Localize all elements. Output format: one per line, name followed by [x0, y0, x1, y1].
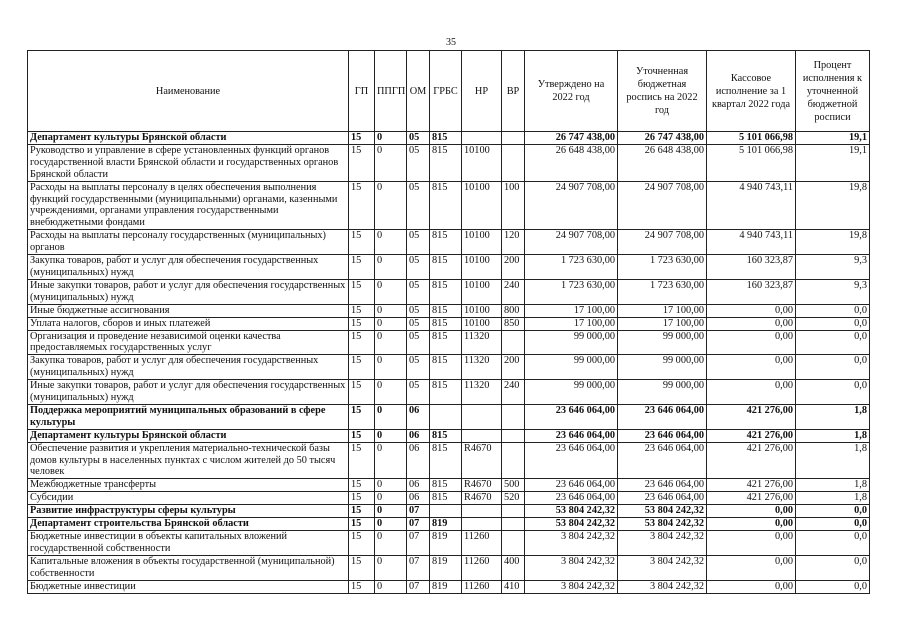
cell-name: Руководство и управление в сфере установленных функций органов государственной власти Брянской области и государственных органов Брянской области — [28, 144, 349, 181]
cell-np — [462, 429, 502, 442]
cell-vr: 850 — [502, 317, 525, 330]
cell-cash: 0,00 — [707, 355, 796, 380]
cell-approved: 17 100,00 — [525, 304, 618, 317]
cell-grbs: 815 — [430, 355, 462, 380]
table-row — [28, 255, 870, 280]
cell-vr — [502, 429, 525, 442]
cell-approved: 3 804 242,32 — [525, 531, 618, 556]
cell-np: 10100 — [462, 255, 502, 280]
cell-vr: 500 — [502, 479, 525, 492]
cell-grbs: 815 — [430, 442, 462, 479]
cell-name: Департамент культуры Брянской области — [28, 429, 349, 442]
cell-name: Бюджетные инвестиции — [28, 580, 349, 593]
cell-np: R4670 — [462, 442, 502, 479]
cell-name: Уплата налогов, сборов и иных платежей — [28, 317, 349, 330]
header-name: Наименование — [28, 51, 349, 132]
cell-name: Расходы на выплаты персоналу государственных (муниципальных) органов — [28, 230, 349, 255]
cell-refined: 17 100,00 — [618, 317, 707, 330]
table-row — [28, 279, 870, 304]
cell-cash: 421 276,00 — [707, 442, 796, 479]
cell-ppgp: 0 — [375, 505, 407, 518]
table-row — [28, 555, 870, 580]
cell-refined: 1 723 630,00 — [618, 255, 707, 280]
cell-percent: 0,0 — [796, 304, 870, 317]
cell-grbs: 815 — [430, 429, 462, 442]
cell-approved: 23 646 064,00 — [525, 479, 618, 492]
cell-refined: 26 747 438,00 — [618, 132, 707, 145]
cell-om: 07 — [407, 505, 430, 518]
cell-name: Бюджетные инвестиции в объекты капитальных вложений государственной собственности — [28, 531, 349, 556]
cell-refined: 24 907 708,00 — [618, 181, 707, 230]
cell-om: 06 — [407, 492, 430, 505]
cell-om: 05 — [407, 355, 430, 380]
cell-name: Капитальные вложения в объекты государственной (муниципальной) собственности — [28, 555, 349, 580]
cell-grbs: 815 — [430, 230, 462, 255]
cell-refined: 99 000,00 — [618, 380, 707, 405]
cell-name: Развитие инфраструктуры сферы культуры — [28, 505, 349, 518]
cell-percent: 0,0 — [796, 580, 870, 593]
cell-om: 06 — [407, 429, 430, 442]
cell-grbs: 815 — [430, 181, 462, 230]
cell-name: Департамент строительства Брянской области — [28, 518, 349, 531]
table-row — [28, 531, 870, 556]
cell-cash: 160 323,87 — [707, 279, 796, 304]
cell-np — [462, 404, 502, 429]
header-percent: Процент исполнения к уточненной бюджетной росписи — [796, 51, 870, 132]
cell-ppgp: 0 — [375, 317, 407, 330]
cell-gp: 15 — [349, 555, 375, 580]
table-row — [28, 317, 870, 330]
cell-gp: 15 — [349, 492, 375, 505]
cell-approved: 24 907 708,00 — [525, 181, 618, 230]
page-number: 35 — [446, 37, 456, 48]
cell-cash: 5 101 066,98 — [707, 132, 796, 145]
cell-percent: 0,0 — [796, 380, 870, 405]
cell-ppgp: 0 — [375, 181, 407, 230]
cell-grbs: 815 — [430, 255, 462, 280]
budget-table — [27, 50, 870, 594]
table-row — [28, 132, 870, 145]
table-row — [28, 429, 870, 442]
cell-refined: 23 646 064,00 — [618, 492, 707, 505]
cell-refined: 3 804 242,32 — [618, 555, 707, 580]
cell-grbs: 819 — [430, 518, 462, 531]
cell-refined: 53 804 242,32 — [618, 518, 707, 531]
cell-gp: 15 — [349, 132, 375, 145]
cell-np: 11320 — [462, 380, 502, 405]
cell-gp: 15 — [349, 181, 375, 230]
cell-approved: 99 000,00 — [525, 330, 618, 355]
cell-gp: 15 — [349, 230, 375, 255]
cell-om: 07 — [407, 531, 430, 556]
cell-refined: 3 804 242,32 — [618, 580, 707, 593]
header-ppgp: ППГП — [375, 51, 407, 132]
cell-ppgp: 0 — [375, 429, 407, 442]
table-row — [28, 479, 870, 492]
cell-om: 06 — [407, 404, 430, 429]
cell-cash: 421 276,00 — [707, 429, 796, 442]
cell-ppgp: 0 — [375, 230, 407, 255]
cell-np: 10100 — [462, 181, 502, 230]
cell-name: Расходы на выплаты персоналу в целях обеспечения выполнения функций государственными (муниципальными) органами, казенными учреждениями, органами управления государственными внебюджетными фондами — [28, 181, 349, 230]
cell-cash: 0,00 — [707, 380, 796, 405]
cell-np: 11260 — [462, 555, 502, 580]
cell-om: 07 — [407, 518, 430, 531]
cell-approved: 17 100,00 — [525, 317, 618, 330]
cell-cash: 0,00 — [707, 330, 796, 355]
cell-cash: 0,00 — [707, 580, 796, 593]
header-om: ОМ — [407, 51, 430, 132]
cell-grbs: 815 — [430, 479, 462, 492]
table-row — [28, 230, 870, 255]
cell-np: R4670 — [462, 492, 502, 505]
cell-gp: 15 — [349, 518, 375, 531]
header-cash: Кассовое исполнение за 1 квартал 2022 года — [707, 51, 796, 132]
cell-percent: 19,8 — [796, 230, 870, 255]
cell-approved: 23 646 064,00 — [525, 429, 618, 442]
cell-percent: 0,0 — [796, 505, 870, 518]
header-approved: Утверждено на 2022 год — [525, 51, 618, 132]
cell-gp: 15 — [349, 580, 375, 593]
cell-grbs — [430, 505, 462, 518]
cell-om: 05 — [407, 380, 430, 405]
cell-approved: 3 804 242,32 — [525, 580, 618, 593]
table-row — [28, 404, 870, 429]
cell-vr — [502, 144, 525, 181]
cell-np: R4670 — [462, 479, 502, 492]
cell-cash: 0,00 — [707, 505, 796, 518]
cell-cash: 5 101 066,98 — [707, 144, 796, 181]
cell-approved: 53 804 242,32 — [525, 505, 618, 518]
cell-percent: 9,3 — [796, 279, 870, 304]
cell-ppgp: 0 — [375, 144, 407, 181]
cell-percent: 0,0 — [796, 531, 870, 556]
header-grbs: ГРБС — [430, 51, 462, 132]
cell-grbs: 819 — [430, 580, 462, 593]
cell-om: 05 — [407, 144, 430, 181]
cell-om: 05 — [407, 255, 430, 280]
cell-percent: 1,8 — [796, 429, 870, 442]
cell-vr: 100 — [502, 181, 525, 230]
cell-ppgp: 0 — [375, 380, 407, 405]
cell-grbs: 815 — [430, 330, 462, 355]
cell-refined: 1 723 630,00 — [618, 279, 707, 304]
cell-vr — [502, 442, 525, 479]
cell-np: 10100 — [462, 304, 502, 317]
cell-vr — [502, 505, 525, 518]
cell-vr — [502, 518, 525, 531]
cell-name: Закупка товаров, работ и услуг для обеспечения государственных (муниципальных) нужд — [28, 255, 349, 280]
cell-percent: 0,0 — [796, 555, 870, 580]
table-row — [28, 355, 870, 380]
cell-vr — [502, 404, 525, 429]
cell-vr: 200 — [502, 355, 525, 380]
cell-ppgp: 0 — [375, 330, 407, 355]
table-row — [28, 330, 870, 355]
cell-np: 11260 — [462, 580, 502, 593]
cell-percent: 0,0 — [796, 355, 870, 380]
header-vr: ВР — [502, 51, 525, 132]
cell-om: 05 — [407, 330, 430, 355]
cell-approved: 24 907 708,00 — [525, 230, 618, 255]
cell-gp: 15 — [349, 505, 375, 518]
cell-grbs: 815 — [430, 380, 462, 405]
cell-approved: 23 646 064,00 — [525, 442, 618, 479]
cell-refined: 23 646 064,00 — [618, 429, 707, 442]
cell-ppgp: 0 — [375, 442, 407, 479]
cell-gp: 15 — [349, 531, 375, 556]
cell-ppgp: 0 — [375, 479, 407, 492]
cell-refined: 99 000,00 — [618, 330, 707, 355]
cell-refined: 26 648 438,00 — [618, 144, 707, 181]
cell-gp: 15 — [349, 429, 375, 442]
cell-gp: 15 — [349, 404, 375, 429]
cell-percent: 1,8 — [796, 404, 870, 429]
table-row — [28, 518, 870, 531]
cell-name: Субсидии — [28, 492, 349, 505]
cell-refined: 53 804 242,32 — [618, 505, 707, 518]
header-refined: Уточненная бюджетная роспись на 2022 год — [618, 51, 707, 132]
cell-refined: 23 646 064,00 — [618, 404, 707, 429]
cell-cash: 4 940 743,11 — [707, 181, 796, 230]
cell-name: Департамент культуры Брянской области — [28, 132, 349, 145]
cell-cash: 421 276,00 — [707, 404, 796, 429]
cell-grbs: 815 — [430, 144, 462, 181]
cell-percent: 19,1 — [796, 144, 870, 181]
cell-name: Иные закупки товаров, работ и услуг для обеспечения государственных (муниципальных) нужд — [28, 279, 349, 304]
cell-approved: 53 804 242,32 — [525, 518, 618, 531]
cell-vr: 410 — [502, 580, 525, 593]
table-row — [28, 505, 870, 518]
cell-gp: 15 — [349, 479, 375, 492]
cell-approved: 1 723 630,00 — [525, 279, 618, 304]
cell-cash: 4 940 743,11 — [707, 230, 796, 255]
cell-np: 11320 — [462, 355, 502, 380]
cell-np — [462, 518, 502, 531]
cell-ppgp: 0 — [375, 355, 407, 380]
cell-name: Обеспечение развития и укрепления материально-технической базы домов культуры в населенных пунктах с числом жителей до 50 тысяч человек — [28, 442, 349, 479]
cell-ppgp: 0 — [375, 304, 407, 317]
cell-cash: 421 276,00 — [707, 479, 796, 492]
cell-gp: 15 — [349, 380, 375, 405]
cell-grbs: 815 — [430, 304, 462, 317]
cell-om: 05 — [407, 304, 430, 317]
cell-om: 05 — [407, 132, 430, 145]
cell-vr: 240 — [502, 279, 525, 304]
cell-percent: 0,0 — [796, 518, 870, 531]
table-row — [28, 181, 870, 230]
cell-refined: 17 100,00 — [618, 304, 707, 317]
cell-ppgp: 0 — [375, 531, 407, 556]
cell-grbs: 819 — [430, 555, 462, 580]
cell-gp: 15 — [349, 442, 375, 479]
cell-cash: 0,00 — [707, 518, 796, 531]
cell-name: Межбюджетные трансферты — [28, 479, 349, 492]
cell-vr — [502, 132, 525, 145]
cell-vr: 400 — [502, 555, 525, 580]
cell-refined: 23 646 064,00 — [618, 479, 707, 492]
cell-vr: 240 — [502, 380, 525, 405]
cell-om: 05 — [407, 317, 430, 330]
cell-np: 10100 — [462, 144, 502, 181]
cell-approved: 23 646 064,00 — [525, 404, 618, 429]
cell-refined: 23 646 064,00 — [618, 442, 707, 479]
cell-np: 10100 — [462, 230, 502, 255]
cell-name: Поддержка мероприятий муниципальных образований в сфере культуры — [28, 404, 349, 429]
cell-refined: 99 000,00 — [618, 355, 707, 380]
cell-approved: 99 000,00 — [525, 355, 618, 380]
table-header-row — [28, 51, 870, 132]
table-row — [28, 380, 870, 405]
cell-vr: 120 — [502, 230, 525, 255]
cell-grbs — [430, 404, 462, 429]
cell-name: Иные закупки товаров, работ и услуг для обеспечения государственных (муниципальных) нужд — [28, 380, 349, 405]
cell-cash: 421 276,00 — [707, 492, 796, 505]
cell-om: 05 — [407, 279, 430, 304]
cell-om: 07 — [407, 555, 430, 580]
cell-approved: 26 648 438,00 — [525, 144, 618, 181]
cell-vr: 200 — [502, 255, 525, 280]
table-body — [28, 132, 870, 594]
cell-grbs: 815 — [430, 132, 462, 145]
cell-gp: 15 — [349, 255, 375, 280]
cell-percent: 1,8 — [796, 479, 870, 492]
table-row — [28, 492, 870, 505]
cell-ppgp: 0 — [375, 132, 407, 145]
cell-name: Организация и проведение независимой оценки качества предоставляемых государственных услуг — [28, 330, 349, 355]
cell-grbs: 815 — [430, 317, 462, 330]
cell-np: 10100 — [462, 279, 502, 304]
cell-vr — [502, 330, 525, 355]
cell-vr: 520 — [502, 492, 525, 505]
cell-gp: 15 — [349, 304, 375, 317]
cell-np — [462, 505, 502, 518]
cell-ppgp: 0 — [375, 555, 407, 580]
cell-gp: 15 — [349, 279, 375, 304]
cell-name: Закупка товаров, работ и услуг для обеспечения государственных (муниципальных) нужд — [28, 355, 349, 380]
cell-gp: 15 — [349, 144, 375, 181]
cell-percent: 0,0 — [796, 330, 870, 355]
cell-grbs: 815 — [430, 492, 462, 505]
cell-ppgp: 0 — [375, 492, 407, 505]
cell-percent: 0,0 — [796, 317, 870, 330]
cell-ppgp: 0 — [375, 518, 407, 531]
cell-percent: 1,8 — [796, 492, 870, 505]
cell-gp: 15 — [349, 317, 375, 330]
table-row — [28, 580, 870, 593]
cell-om: 06 — [407, 442, 430, 479]
cell-cash: 160 323,87 — [707, 255, 796, 280]
header-gp: ГП — [349, 51, 375, 132]
cell-om: 07 — [407, 580, 430, 593]
cell-om: 06 — [407, 479, 430, 492]
table-row — [28, 144, 870, 181]
cell-vr — [502, 531, 525, 556]
cell-gp: 15 — [349, 355, 375, 380]
cell-np: 11320 — [462, 330, 502, 355]
cell-grbs: 815 — [430, 279, 462, 304]
cell-np: 10100 — [462, 317, 502, 330]
cell-percent: 19,8 — [796, 181, 870, 230]
cell-vr: 800 — [502, 304, 525, 317]
cell-approved: 26 747 438,00 — [525, 132, 618, 145]
cell-refined: 24 907 708,00 — [618, 230, 707, 255]
cell-approved: 23 646 064,00 — [525, 492, 618, 505]
cell-cash: 0,00 — [707, 531, 796, 556]
cell-refined: 3 804 242,32 — [618, 531, 707, 556]
cell-ppgp: 0 — [375, 404, 407, 429]
cell-percent: 19,1 — [796, 132, 870, 145]
cell-cash: 0,00 — [707, 304, 796, 317]
cell-approved: 99 000,00 — [525, 380, 618, 405]
cell-gp: 15 — [349, 330, 375, 355]
cell-approved: 3 804 242,32 — [525, 555, 618, 580]
header-np: НР — [462, 51, 502, 132]
cell-approved: 1 723 630,00 — [525, 255, 618, 280]
cell-ppgp: 0 — [375, 279, 407, 304]
cell-np — [462, 132, 502, 145]
cell-cash: 0,00 — [707, 317, 796, 330]
cell-percent: 9,3 — [796, 255, 870, 280]
cell-cash: 0,00 — [707, 555, 796, 580]
cell-om: 05 — [407, 181, 430, 230]
cell-name: Иные бюджетные ассигнования — [28, 304, 349, 317]
cell-np: 11260 — [462, 531, 502, 556]
table-row — [28, 304, 870, 317]
cell-percent: 1,8 — [796, 442, 870, 479]
cell-ppgp: 0 — [375, 580, 407, 593]
cell-ppgp: 0 — [375, 255, 407, 280]
cell-om: 05 — [407, 230, 430, 255]
table-row — [28, 442, 870, 479]
cell-grbs: 819 — [430, 531, 462, 556]
